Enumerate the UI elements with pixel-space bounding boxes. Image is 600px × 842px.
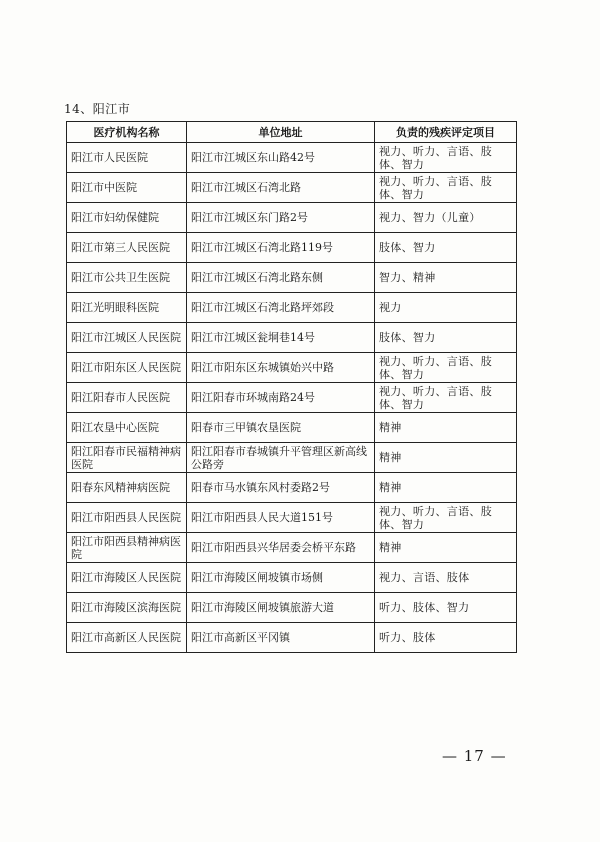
address-cell: 阳江市海陵区闸坡镇旅游大道 (187, 593, 375, 623)
address-cell: 阳江市江城区石湾北路坪郊段 (187, 293, 375, 323)
page-number: — 17 — (442, 747, 507, 765)
assessment-items-cell: 视力、听力、言语、肢体、智力 (375, 143, 517, 173)
table-row (67, 563, 517, 593)
institution-name-cell: 阳江市高新区人民医院 (67, 623, 187, 653)
assessment-items-cell: 肢体、智力 (375, 323, 517, 353)
table-row (67, 323, 517, 353)
address-cell: 阳春市马水镇东风村委路2号 (187, 473, 375, 503)
table-row (67, 293, 517, 323)
assessment-items-cell: 听力、肢体 (375, 623, 517, 653)
assessment-items-cell: 视力、言语、肢体 (375, 563, 517, 593)
table-row (67, 473, 517, 503)
address-cell: 阳春市三甲镇农垦医院 (187, 413, 375, 443)
assessment-items-cell: 精神 (375, 533, 517, 563)
address-cell: 阳江市江城区石湾北路119号 (187, 233, 375, 263)
assessment-items-cell: 精神 (375, 413, 517, 443)
institution-name-cell: 阳江市公共卫生医院 (67, 263, 187, 293)
address-cell: 阳江阳春市环城南路24号 (187, 383, 375, 413)
institution-name-cell: 阳江市海陵区人民医院 (67, 563, 187, 593)
table-row (67, 413, 517, 443)
table-row (67, 533, 517, 563)
table-row (67, 263, 517, 293)
assessment-items-cell: 精神 (375, 473, 517, 503)
address-cell: 阳江市阳西县兴华居委会桥平东路 (187, 533, 375, 563)
table-row (67, 593, 517, 623)
institution-name-cell: 阳江市江城区人民医院 (67, 323, 187, 353)
address-cell: 阳江市江城区东山路42号 (187, 143, 375, 173)
address-cell: 阳江市高新区平冈镇 (187, 623, 375, 653)
assessment-items-cell: 视力、听力、言语、肢体、智力 (375, 353, 517, 383)
address-cell: 阳江阳春市春城镇升平管理区新高线公路旁 (187, 443, 375, 473)
table-row (67, 173, 517, 203)
institution-name-cell: 阳江市人民医院 (67, 143, 187, 173)
column-header-institution: 医疗机构名称 (67, 122, 187, 143)
institution-name-cell: 阳江市第三人民医院 (67, 233, 187, 263)
address-cell: 阳江市江城区东门路2号 (187, 203, 375, 233)
section-heading: 14、阳江市 (64, 102, 131, 116)
institution-name-cell: 阳江市阳东区人民医院 (67, 353, 187, 383)
institution-name-cell: 阳江阳春市民福精神病医院 (67, 443, 187, 473)
institution-name-cell: 阳江市妇幼保健院 (67, 203, 187, 233)
assessment-items-cell: 视力 (375, 293, 517, 323)
assessment-items-cell: 精神 (375, 443, 517, 473)
institution-name-cell: 阳江阳春市人民医院 (67, 383, 187, 413)
table-header-row (67, 122, 517, 143)
table-row (67, 203, 517, 233)
table-body (67, 143, 517, 653)
institution-name-cell: 阳江农垦中心医院 (67, 413, 187, 443)
assessment-items-cell: 视力、听力、言语、肢体、智力 (375, 503, 517, 533)
table-row (67, 443, 517, 473)
institution-name-cell: 阳江市海陵区滨海医院 (67, 593, 187, 623)
table-row (67, 503, 517, 533)
address-cell: 阳江市江城区石湾北路东侧 (187, 263, 375, 293)
assessment-items-cell: 视力、听力、言语、肢体、智力 (375, 173, 517, 203)
institution-name-cell: 阳江市阳西县精神病医院 (67, 533, 187, 563)
table-row (67, 383, 517, 413)
assessment-items-cell: 听力、肢体、智力 (375, 593, 517, 623)
column-header-assessment-items: 负责的残疾评定项目 (375, 122, 517, 143)
assessment-items-cell: 肢体、智力 (375, 233, 517, 263)
column-header-address: 单位地址 (187, 122, 375, 143)
table-row (67, 233, 517, 263)
address-cell: 阳江市江城区瓮垌巷14号 (187, 323, 375, 353)
table-row (67, 143, 517, 173)
institution-name-cell: 阳江市阳西县人民医院 (67, 503, 187, 533)
institution-name-cell: 阳江光明眼科医院 (67, 293, 187, 323)
address-cell: 阳江市海陵区闸坡镇市场侧 (187, 563, 375, 593)
table-row (67, 353, 517, 383)
institutions-table (66, 121, 517, 653)
assessment-items-cell: 智力、精神 (375, 263, 517, 293)
institution-name-cell: 阳春东风精神病医院 (67, 473, 187, 503)
address-cell: 阳江市阳西县人民大道151号 (187, 503, 375, 533)
address-cell: 阳江市江城区石湾北路 (187, 173, 375, 203)
assessment-items-cell: 视力、听力、言语、肢体、智力 (375, 383, 517, 413)
institution-name-cell: 阳江市中医院 (67, 173, 187, 203)
assessment-items-cell: 视力、智力（儿童） (375, 203, 517, 233)
table-row (67, 623, 517, 653)
address-cell: 阳江市阳东区东城镇始兴中路 (187, 353, 375, 383)
